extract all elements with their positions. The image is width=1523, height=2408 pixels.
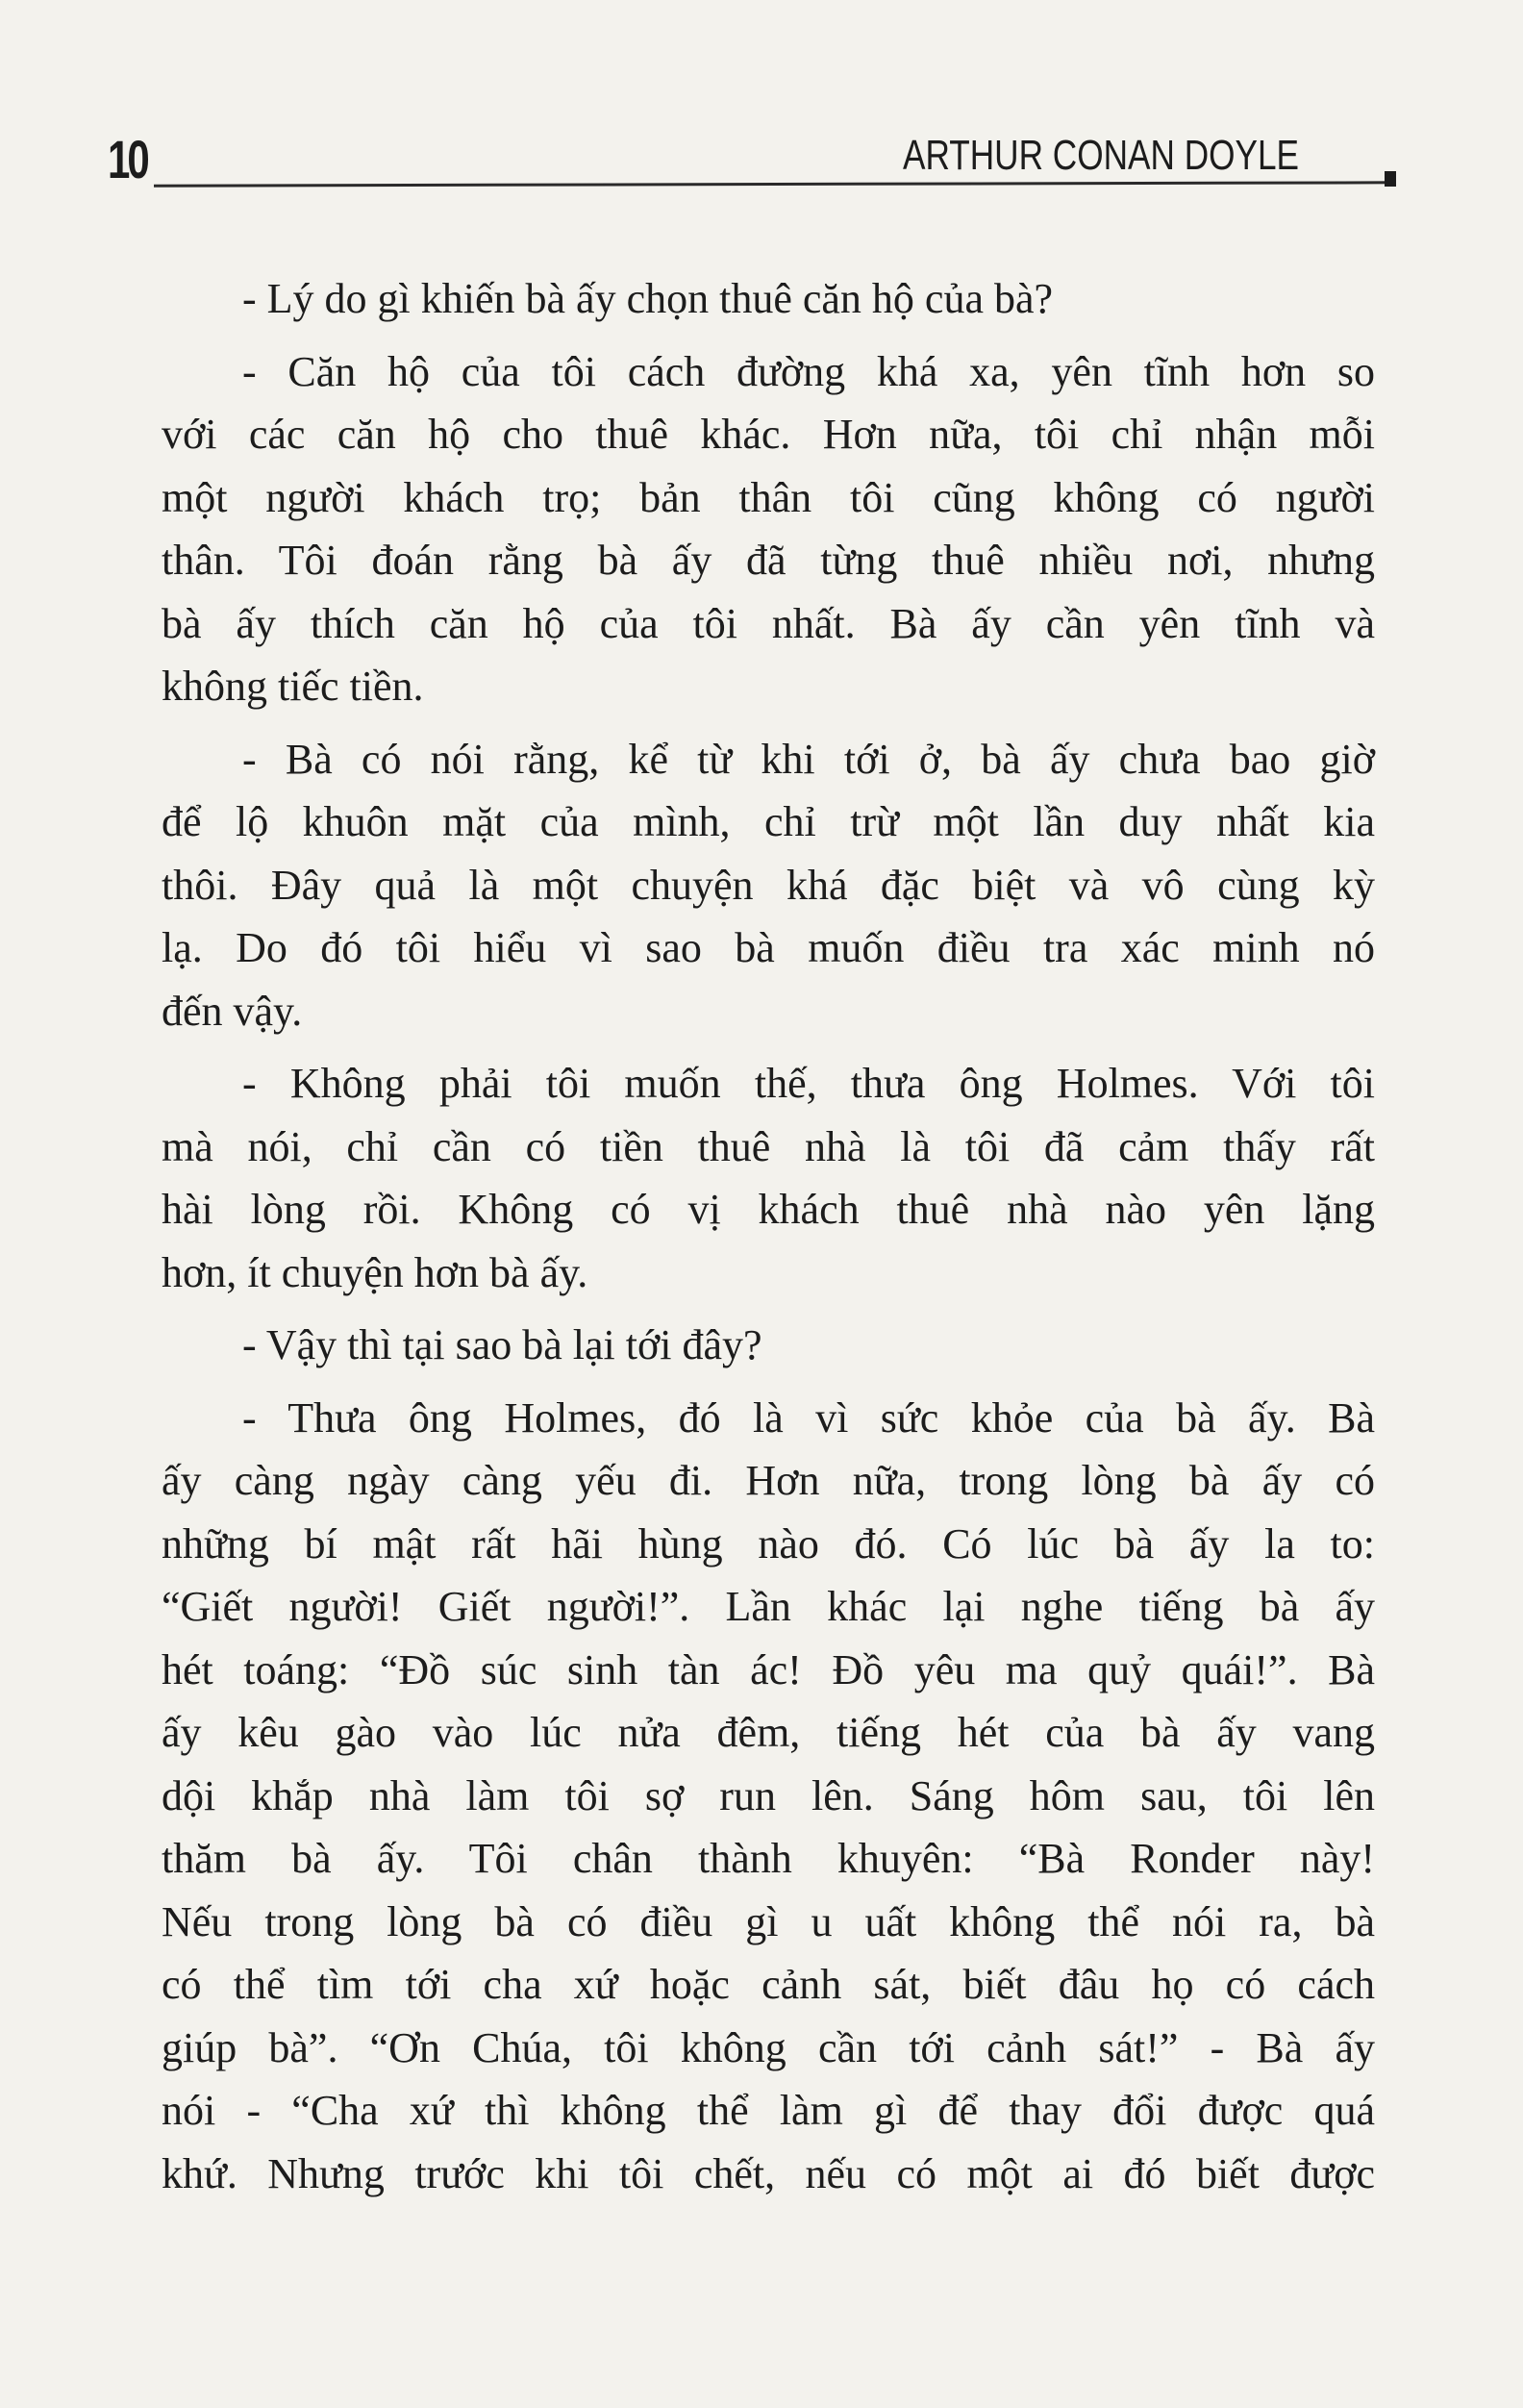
paragraph [162,340,1375,718]
text-line: “Giết người! Giết người!”. Lần khác lại nghe tiếng bà ấy [162,1583,1375,1630]
running-head-author: ARTHUR CONAN DOYLE [903,132,1300,179]
paragraph [162,1052,1375,1304]
text-line: nói - “Cha xứ thì không thể làm gì để thay đổi được quá [162,2087,1375,2134]
text-line: - Bà có nói rằng, kể từ khi tới ở, bà ấy chưa bao giờ [242,735,1375,783]
text-line: - Không phải tôi muốn thế, thưa ông Holmes. Với tôi [242,1060,1375,1107]
text-line: với các căn hộ cho thuê khác. Hơn nữa, tôi chỉ nhận mỗi [162,411,1375,458]
page-number: 10 [108,129,147,189]
text-line: ấy kêu gào vào lúc nửa đêm, tiếng hét của bà ấy vang [162,1709,1375,1756]
header-rule-end-mark [1385,171,1396,187]
text-line: bà ấy thích căn hộ của tôi nhất. Bà ấy cần yên tĩnh và [162,599,1375,647]
text-line: - Lý do gì khiến bà ấy chọn thuê căn hộ của bà? [242,275,1054,322]
body-text [162,267,1375,2215]
text-line: đến vậy. [162,987,303,1035]
text-line: lạ. Do đó tôi hiểu vì sao bà muốn điều tra xác minh nó [162,924,1375,971]
text-line: không tiếc tiền. [162,663,424,710]
text-line: để lộ khuôn mặt của mình, chỉ trừ một lần duy nhất kia [162,798,1375,845]
header-rule [154,181,1394,187]
text-line: hài lòng rồi. Không có vị khách thuê nhà nào yên lặng [162,1186,1375,1233]
text-line: giúp bà”. “Ơn Chúa, tôi không cần tới cảnh sát!” - Bà ấy [162,2023,1375,2071]
text-line: có thể tìm tới cha xứ hoặc cảnh sát, biết đâu họ có cách [162,1961,1375,2008]
paragraph [162,267,1375,331]
text-line: - Vậy thì tại sao bà lại tới đây? [242,1321,762,1368]
text-line: hét toáng: “Đồ súc sinh tàn ác! Đồ yêu ma quỷ quái!”. Bà [162,1645,1375,1693]
paragraph [162,1314,1375,1377]
text-line: thôi. Đây quả là một chuyện khá đặc biệt và vô cùng kỳ [162,861,1375,909]
text-line: hơn, ít chuyện hơn bà ấy. [162,1248,588,1296]
text-line: những bí mật rất hãi hùng nào đó. Có lúc bà ấy la to: [162,1519,1375,1568]
text-line: - Căn hộ của tôi cách đường khá xa, yên tĩnh hơn so [242,347,1375,395]
text-line: Nếu trong lòng bà có điều gì u uất không thể nói ra, bà [162,1897,1375,1945]
paragraph [162,728,1375,1043]
text-line: ấy càng ngày càng yếu đi. Hơn nữa, trong lòng bà ấy có [162,1457,1375,1504]
text-line: thân. Tôi đoán rằng bà ấy đã từng thuê nhiều nơi, nhưng [162,537,1375,584]
text-line: một người khách trọ; bản thân tôi cũng không có người [162,473,1375,521]
text-line: - Thưa ông Holmes, đó là vì sức khỏe của bà ấy. Bà [242,1393,1375,1442]
text-line: dội khắp nhà làm tôi sợ run lên. Sáng hôm sau, tôi lên [162,1771,1375,1819]
paragraph [162,1387,1375,2206]
text-line: thăm bà ấy. Tôi chân thành khuyên: “Bà Ronder này! [162,1835,1375,1882]
text-line: khứ. Nhưng trước khi tôi chết, nếu có một ai đó biết được [162,2149,1375,2197]
text-line: mà nói, chỉ cần có tiền thuê nhà là tôi đã cảm thấy rất [162,1122,1375,1170]
